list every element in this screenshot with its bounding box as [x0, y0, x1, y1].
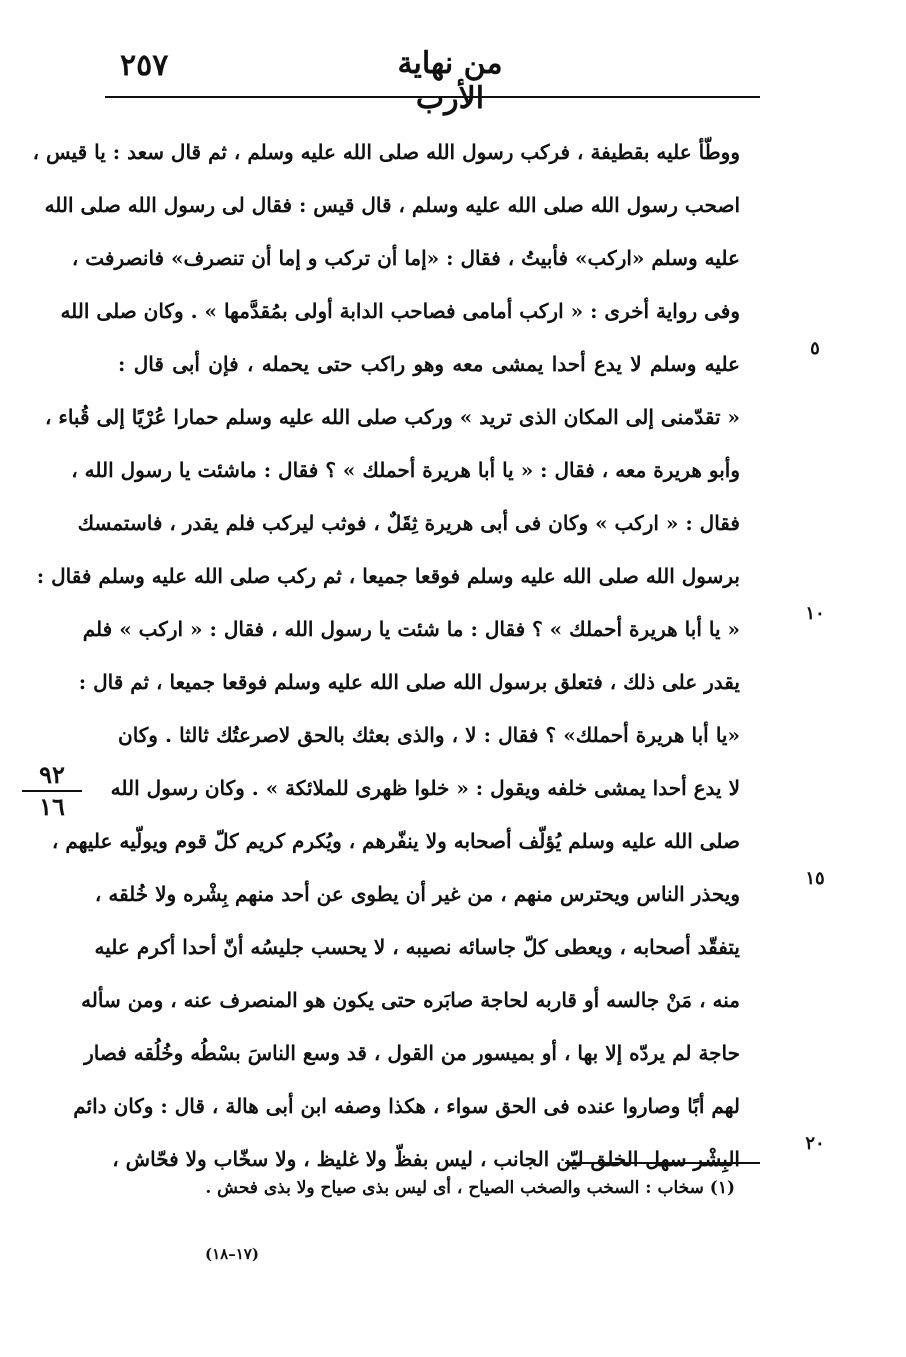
- text-line: ووطّأ عليه بقطيفة ، فركب رسول الله صلى الله عليه وسلم ، ثم قال سعد : يا قيس ،: [32, 140, 740, 164]
- line-number-5: ٥: [810, 338, 820, 359]
- text-line: ويحذر الناس ويحترس منهم ، من غير أن يطوى عن أحد منهم بِشْره ولا خُلقه ،: [94, 882, 740, 906]
- text-line: لا يدع أحدا يمشى خلفه ويقول : « خلوا ظهرى للملائكة » . وكان رسول الله: [110, 776, 740, 800]
- footnote-rule: [565, 1162, 760, 1164]
- text-line: برسول الله صلى الله عليه وسلم فوقعا جميعا ، ثم ركب صلى الله عليه وسلم فقال :: [36, 564, 740, 588]
- text-line: منه ، مَنْ جالسه أو قاربه لحاجة صابَره حتى يكون هو المنصرف عنه ، ومن سأله: [81, 988, 740, 1012]
- page-number: ٢٥٧: [120, 48, 169, 83]
- margin-reference: [22, 760, 82, 822]
- text-line: « يا أبا هريرة أحملك » ؟ فقال : ما شئت يا رسول الله ، فقال : « اركب » فلم: [82, 617, 740, 641]
- text-line: عليه وسلم «اركب» فأبيتُ ، فقال : «إما أن تركب و إما أن تنصرف» فانصرفت ،: [71, 246, 740, 270]
- text-line: حاجة لم يردّه إلا بها ، أو بميسور من القول ، قد وسع الناسَ بسْطُه وخُلُقه فصار: [84, 1041, 740, 1065]
- line-number-10: ١٠: [805, 603, 825, 624]
- text-line: وأبو هريرة معه ، فقال : « يا أبا هريرة أحملك » ؟ فقال : ماشئت يا رسول الله ،: [71, 458, 740, 482]
- text-line: « تقدّمنى إلى المكان الذى تريد » وركب صلى الله عليه وسلم حمارا عُرْيًا إلى قُباء ،: [45, 405, 740, 429]
- printer-signature: (١٧–١٨): [205, 1245, 259, 1263]
- text-line: يتفقّد أصحابه ، ويعطى كلّ جاسائه نصيبه ، لا يحسب جليسُه أنّ أحدا أكرم عليه: [94, 935, 740, 959]
- text-line: يقدر على ذلك ، فتعلق برسول الله صلى الله عليه وسلم فوقعا جميعا ، ثم قال :: [78, 670, 740, 694]
- margin-reference-top: ٩٢: [22, 760, 82, 792]
- running-title: من نهاية الأرب: [397, 46, 503, 116]
- text-line: لهم أبًا وصاروا عنده فى الحق سواء ، هكذا وصفه ابن أبى هالة ، قال : وكان دائم: [73, 1094, 740, 1118]
- text-line: صلى الله عليه وسلم يُؤلّف أصحابه ولا ينفّرهم ، ويُكرم كريم كلّ قوم ويولّيه عليهم ،: [51, 829, 740, 853]
- line-number-20: ٢٠: [805, 1133, 825, 1154]
- footnote: (١) سخاب : السخب والصخب الصياح ، أى ليس بذى صياح ولا بذى فحش .: [205, 1178, 735, 1198]
- text-line: اصحب رسول الله صلى الله عليه وسلم ، قال قيس : فقال لى رسول الله صلى الله: [44, 193, 740, 217]
- header-rule: [105, 96, 760, 98]
- text-line: فقال : « اركب » وكان فى أبى هريرة ثِقَلٌ ، فوثب ليركب فلم يقدر ، فاستمسك: [77, 511, 740, 535]
- text-line: البِشْر سهل الخلق ليّن الجانب ، ليس بفظّ ولا غليظ ، ولا سخّاب ولا فحّاش ،: [112, 1147, 740, 1171]
- text-line: عليه وسلم لا يدع أحدا يمشى معه وهو راكب حتى يحمله ، فإن أبى قال :: [118, 352, 740, 376]
- line-number-15: ١٥: [805, 868, 825, 889]
- text-line: «يا أبا هريرة أحملك» ؟ فقال : لا ، والذى بعثك بالحق لاصرعتُك ثالثا . وكان: [118, 723, 740, 747]
- margin-reference-bottom: ١٦: [39, 792, 65, 821]
- text-line: وفى رواية أخرى : « اركب أمامى فصاحب الدابة أولى بمُقدَّمها » . وكان صلى الله: [60, 299, 740, 323]
